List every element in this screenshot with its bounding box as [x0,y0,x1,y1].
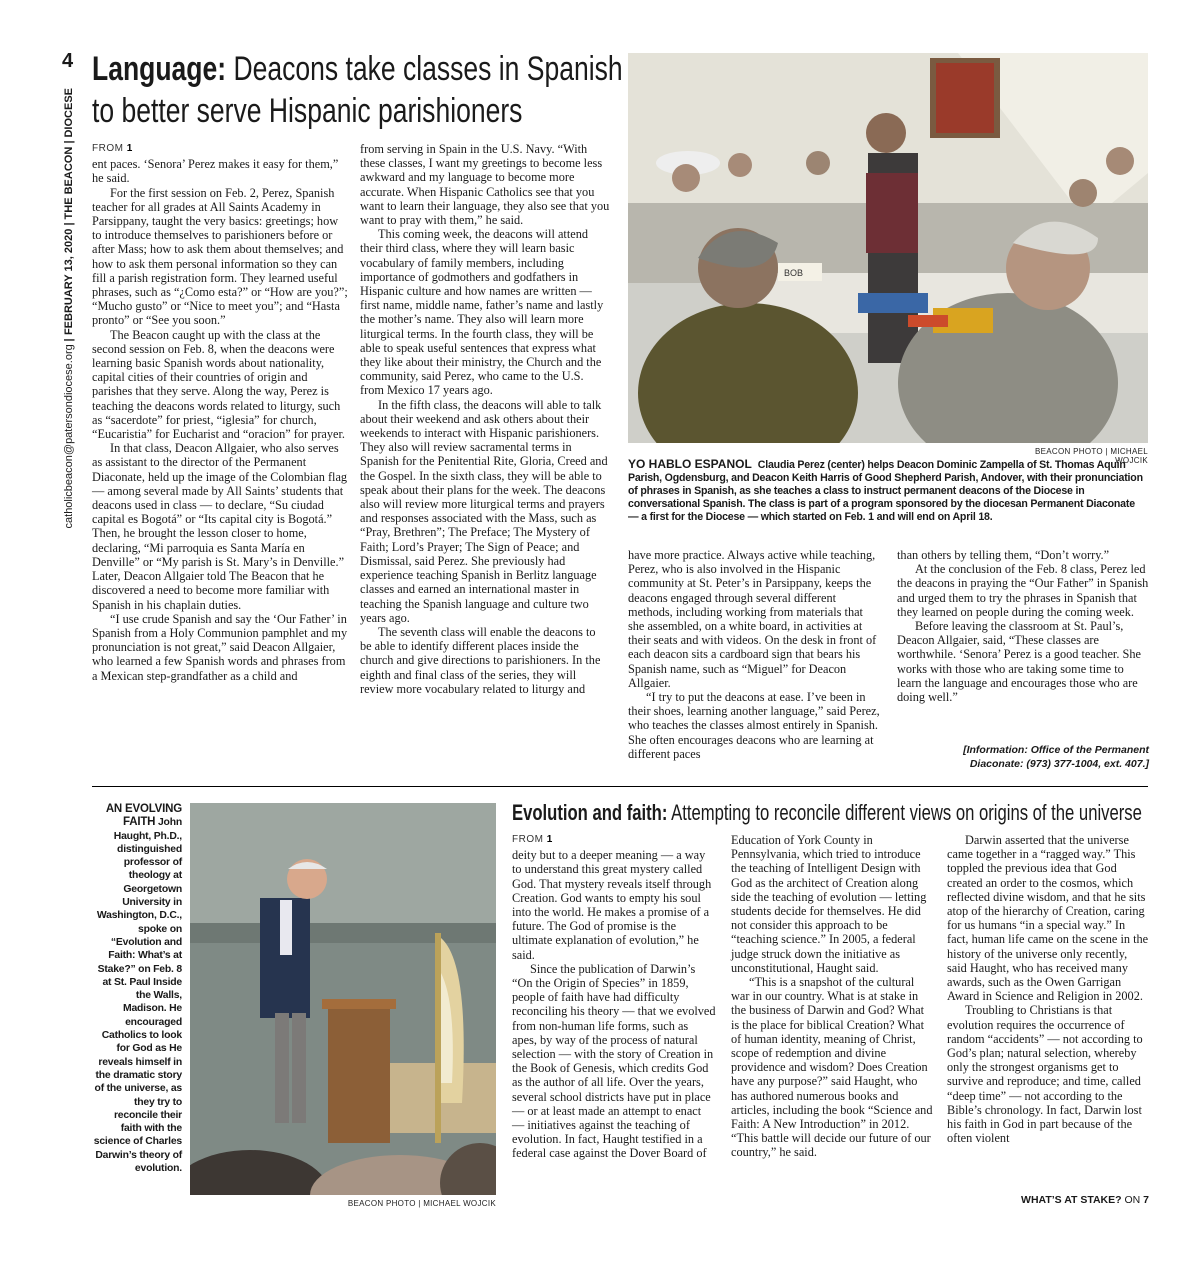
banner-sep: | [63,140,76,144]
photo-caption [628,458,1148,524]
side-banner [60,88,80,588]
section-divider [92,786,1148,787]
jump-page: 7 [1143,1194,1149,1206]
banner-email: catholicbeacon@patersondiocese.org [63,344,76,529]
paragraph: Education of York County in Pennsylvania, which tried to introduce the teaching of Intelligent Design with God as the architect of Creation along side the teaching of evolution — letting students decide for themselves. He did not consider this approach to be “teaching science.” In 2005, a federal judge struck down the initiative as unconstitutional, Haught said. [731,833,927,975]
story1-headline-line2: to better serve Hispanic parishioners [92,92,523,130]
paragraph: “I use crude Spanish and say the ‘Our Father’ in Spanish from a Holy Communion pamphlet and my pronunciation is not great,” said Deacon Allgaier, who learned a few Spanish words and phrases from a Mexican step-grandfather as a child and [92,611,348,683]
story1-col4 [897,548,1149,704]
classroom-photo-illustration [628,53,1148,443]
story2-col3 [947,833,1149,1145]
photo-credit: BEACON PHOTO | MICHAEL WOJCIK [347,1199,496,1208]
story1-kicker: Language: [92,50,227,88]
story2-headline [512,800,1142,826]
paragraph: ent paces. ‘Senora’ Perez makes it easy for them,” he said. [92,157,339,186]
story2-col1 [512,833,716,1161]
story1-col2 [360,142,610,696]
banner-sep: | [63,222,76,226]
story1-col3 [628,548,880,761]
paragraph: Troubling to Christians is that evolution requires the occurrence of random “accidents” — not according to God’s plan; natural selection, whereby only the strongest organisms get to survive and reproduce; and time, called “deep time” — not according to the Bible’s chronology. In fact, Darwin lost his faith in God in part because of the often violent [947,1003,1143,1146]
banner-paper: THE BEACON [63,146,76,220]
paragraph: “This is a snapshot of the cultural war in our country. What is at stake in the business of Darwin and God? What is the place for biblical Creation? What of human identity, meaning of Christ, scope of redemption and divine providence and wisdom? Does Creation have any purpose?” said Haught, who has authored numerous books and articles, including the book “Science and Faith: A New Introduction” in 2012. “This battle will decide our future of our country,” he said. [731,975,933,1160]
paragraph: Since the publication of Darwin’s “On the Origin of Species” in 1859, people of faith have had difficulty reconciling his theory — that we evolved from non-human life forms, such as apes, by way of the process of natural selection — with the story of Creation in the Book of Genesis, which credits God as the author of all life. Over the years, several school districts have put in place — or at least made an attempt to enact — initiatives against the teaching of evolution. In fact, Haught testified in a federal case against the Dover Board of [512,961,716,1161]
paragraph: In the fifth class, the deacons will able to talk about their weekend and ask others about their weekends to interact with Hispanic parishioners. They also will review sacramental terms in Spanish for the Penitential Rite, Gloria, Creed and the Gospel. In the sixth class, they will be able to speak about their plans for the week. The deacons also will review more liturgical terms and prayers and responses associated with the Mass, such as “Pray, Brethren”; The Preface; The Mystery of Faith; Lord’s Prayer; The Sign of Peace; and Dismissal, said Perez. She previously had experience teaching Spanish in Berlitz language classes and earned an international master in teaching the Spanish language and culture two years ago. [360,397,608,625]
paragraph: have more practice. Always active while teaching, Perez, who is also involved in the Hispanic community at St. Peter’s in Parsippany, keeps the deacons engaged through several different methods, including working from materials that she assembled, on a white board, in activities at their seats and with videos. On the desk in front of each deacon sits a cardboard sign that bears his Spanish name, such as “Miguel” for Deacon Allgaier. [628,548,877,690]
paragraph: The seventh class will enable the deacons to be able to identify different places inside the church and give directions to parishioners. In the eighth and final class of the series, they will review more vocabulary related to liturgy and [360,624,601,696]
paragraph: The Beacon caught up with the class at the second session on Feb. 8, when the deacons were learning basic Spanish words about nationality, capital cities of their countries of origin and parishes that they serve. Along the way, Perez is teaching the deacons words related to liturgy, such as “sacerdote” for priest, “iglesia” for church, “Eucaristia” for Eucharist and “oracion” for prayer. [92,327,345,442]
info-line: [Information: Office of the Permanent [963,744,1149,756]
story2-kicker: Evolution and faith: [512,800,668,825]
story2-side-caption [92,803,182,1175]
jump-label: WHAT’S AT STAKE? [1021,1194,1122,1206]
paragraph: This coming week, the deacons will attend their third class, where they will learn basic vocabulary of family members, including importance of godmothers and godfathers in Hispanic culture and how names are written — first name, middle name, father’s name and lastly the mother’s name. They also will learn more liturgical terms. In the fourth class, they will be able to speak useful sentences that express what they like about their ministry, the Church and the community, said Perez, who came to the U.S. from Mexico 17 years ago. [360,227,604,398]
paragraph: For the first session on Feb. 2, Perez, Spanish teacher for all grades at All Saints Academy in Parsippany, taught the very basics: greetings; how to introduce themselves to parishioners before or after Mass; how to ask them about themselves; and how to ask them personal information so they can fill a parish registration form. They learned useful phrases, such as “¿Como esta?” or “How are you?”; “Mucho gusto” or “Nice to meet you”; and “Hasta pronto” or “See you soon.” [92,185,348,328]
caption-text: Claudia Perez (center) helps Deacon Dominic Zampella of St. Thomas Aquin Parish, Ogdensburg, and Deacon Keith Harris of Good Shepherd Parish, Andover, with their pronunciation of phrases in Spanish, as she teaches a class to instruct permanent deacons of the Diocese in conversational Spanish. The class is part of a program sponsored by the diocesan Permanent Diaconate — a first for the Diocese — which started on Feb. 1 and will end on April 18. [628,459,1143,523]
paragraph: Darwin asserted that the universe came together in a “ragged way.” This toppled the previous idea that God created an order to the cosmos, which reflected divine wisdom, and that he sits atop of the hierarchy of Creation, caring for us humans “in a special way.” In fact, human life came on the scene in the history of the universe only recently, said Haught, who has received many awards, such as the Owen Garrigan Award in Science and Religion in 2002. [947,833,1149,1004]
photo-credit: BEACON PHOTO | MICHAEL WOJCIK [1035,447,1148,465]
paragraph: At the conclusion of the Feb. 8 class, Perez led the deacons in praying the “Our Father” in Spanish and urged them to try the phrases in Spanish that they learned on people during the coming week. [897,562,1149,619]
story1-headline [92,50,622,130]
story1-headline-line1: Deacons take classes in Spanish [233,50,623,88]
story2-headline-text: Attempting to reconcile different views on origins of the universe [671,800,1142,825]
desk-sign-text: BOB [784,268,804,278]
banner-section: DIOCESE [63,88,76,138]
jump-on: ON [1124,1194,1141,1206]
jump-line [947,1194,1149,1206]
paragraph: Before leaving the classroom at St. Paul’s, Deacon Allgaier, said, “These classes are worthwhile. ‘Senora’ Perez is a good teacher. She works with those who are taking some time to learn the language and encourages those who are doing well.” [897,619,1141,705]
side-caption-text: John Haught, Ph.D., distinguished professor of theology at Georgetown University in Washington, D.C., spoke on “Evolution and Faith: What’s at Stake?” on Feb. 8 at St. Paul Inside the Walls, Madison. He encouraged Catholics to look for God as He reveals himself in the dramatic story of the universe, as they try to reconcile their faith with the science of Charles Darwin’s theory of evolution. [93,817,182,1175]
page-number: 4 [62,50,74,72]
jump-from: FROM 1 [512,834,553,845]
info-line: Diaconate: (973) 377-1004, ext. 407.] [969,757,1149,770]
lecture-photo-illustration [190,803,496,1195]
caption-kicker: YO HABLO ESPANOL [628,457,752,471]
jump-from: FROM 1 [92,143,133,154]
info-box [897,744,1149,771]
paragraph: “I try to put the deacons at ease. I’ve been in their shoes, learning another language,” said Perez, who teaches the classes almost entirely in Spanish. She often encourages deacons who are learning at different paces [628,690,880,761]
story2-col2 [731,833,933,1160]
banner-sep: | [63,338,76,342]
side-caption-kicker: AN EVOLVING FAITH [105,803,182,829]
paragraph: than others by telling them, “Don’t worry.” [897,548,1110,562]
paragraph: deity but to a deeper meaning — a way to understand this great mystery called God. That mystery reveals itself through Creation. God wants to empty his soul into the world. He makes a promise of a future. The God of promise is the ultimate explanation of evolution,” he said. [512,848,712,962]
paragraph: from serving in Spain in the U.S. Navy. “With these classes, I want my greetings to become less awkward and my language to become more accurate. When Hispanic Catholics see that you want to learn their language, they also see that you want to pray with them,” he said. [360,142,610,228]
story1-col1 [92,142,348,683]
lecture-photo [190,803,496,1195]
side-banner-text [63,88,76,528]
banner-date: FEBRUARY 13, 2020 [63,228,76,336]
paragraph: In that class, Deacon Allgaier, who also serves as assistant to the director of the Permanent Diaconate, held up the image of the Colombian flag — among several made by All Saints’ students that deacons used in class — to declare, “Su ciudad capital es Bogotá” or “Its capital city is Bogotá.” Then, he brought the lesson closer to home, declaring, “Mi parroquia es Santa María en Denville” or “My parish is St. Mary’s in Denville.” Later, Deacon Allgaier told The Beacon that he discovered a need to become more familiar with Spanish in his chaplain duties. [92,441,348,612]
classroom-photo [628,53,1148,443]
